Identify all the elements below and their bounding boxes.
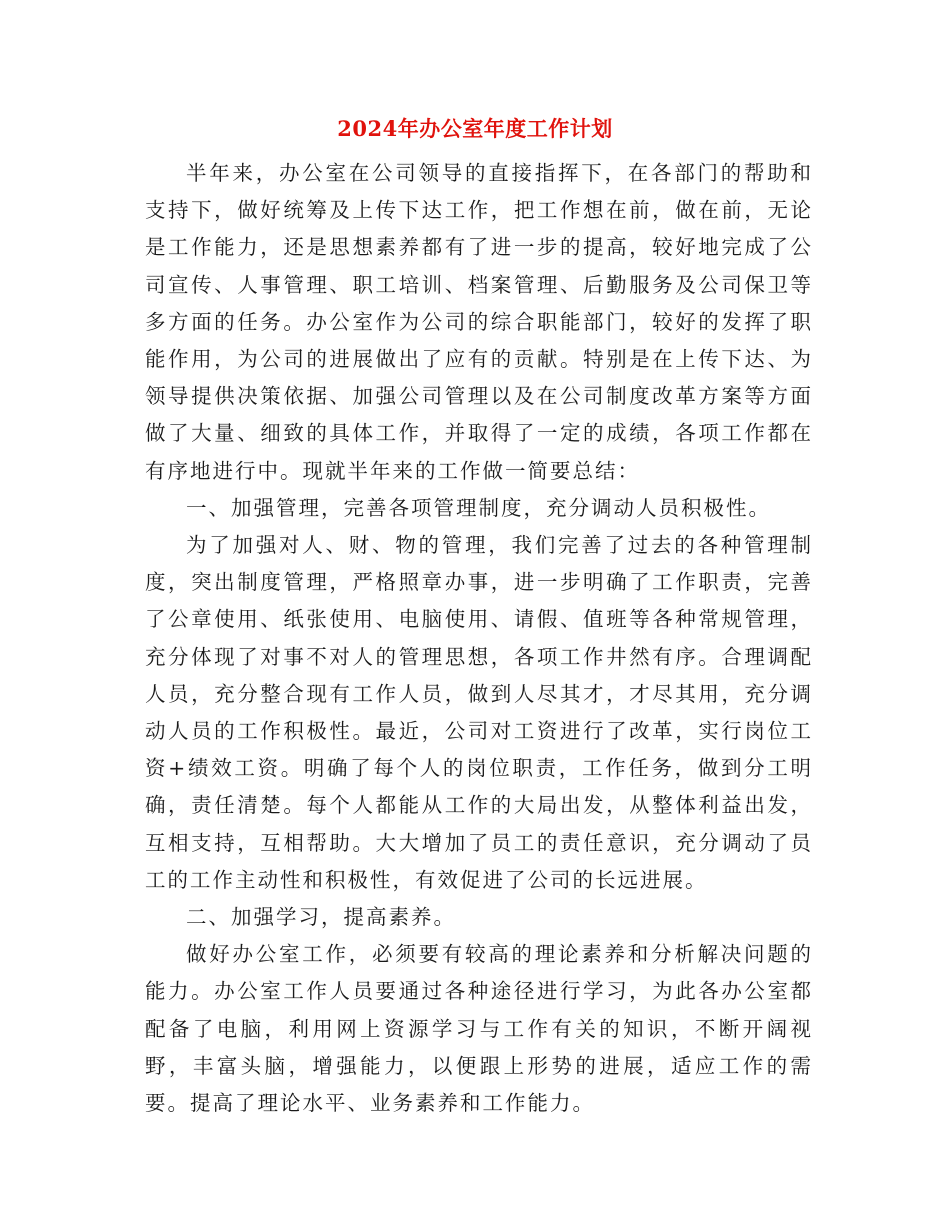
paragraph-intro: 半年来，办公室在公司领导的直接指挥下，在各部门的帮助和支持下，做好统筹及上传下达工作，把工作想在前，做在前，无论是工作能力，还是思想素养都有了进一步的提高，较好地完成了公司宣传、人事管理、职工培训、档案管理、后勤服务及公司保卫等多方面的任务。办公室作为公司的综合职能部门，较好的发挥了职能作用，为公司的进展做出了应有的贡献。特别是在上传下达、为领导提供决策依据、加强公司管理以及在公司制度改革方案等方面做了大量、细致的具体工作，并取得了一定的成绩，各项工作都在有序地进行中。现就半年来的工作做一简要总结：: [145, 161, 813, 483]
document-body: [145, 155, 813, 1122]
section-heading-2: 二、加强学习，提高素养。: [186, 905, 456, 930]
section-heading-1: 一、加强管理，完善各项管理制度，充分调动人员积极性。: [186, 495, 771, 520]
paragraph-management: 为了加强对人、财、物的管理，我们完善了过去的各种管理制度，突出制度管理，严格照章办事，进一步明确了工作职责，完善了公章使用、纸张使用、电脑使用、请假、值班等各种常规管理，充分体现了对事不对人的管理思想，各项工作井然有序。合理调配人员，充分整合现有工作人员，做到人尽其才，才尽其用，充分调动人员的工作积极性。最近，公司对工资进行了改革，实行岗位工资+绩效工资。明确了每个人的岗位职责，工作任务，做到分工明确，责任清楚。每个人都能从工作的大局出发，从整体利益出发，互相支持，互相帮助。大大增加了员工的责任意识，充分调动了员工的工作主动性和积极性，有效促进了公司的长远进展。: [145, 533, 813, 892]
paragraph-learning: 做好办公室工作，必须要有较高的理论素养和分析解决问题的能力。办公室工作人员要通过各种途径进行学习，为此各办公室都配备了电脑，利用网上资源学习与工作有关的知识，不断开阔视野，丰富头脑，增强能力，以便跟上形势的进展，适应工作的需要。提高了理论水平、业务素养和工作能力。: [145, 942, 813, 1116]
document-title: 2024年办公室年度工作计划: [337, 116, 613, 141]
